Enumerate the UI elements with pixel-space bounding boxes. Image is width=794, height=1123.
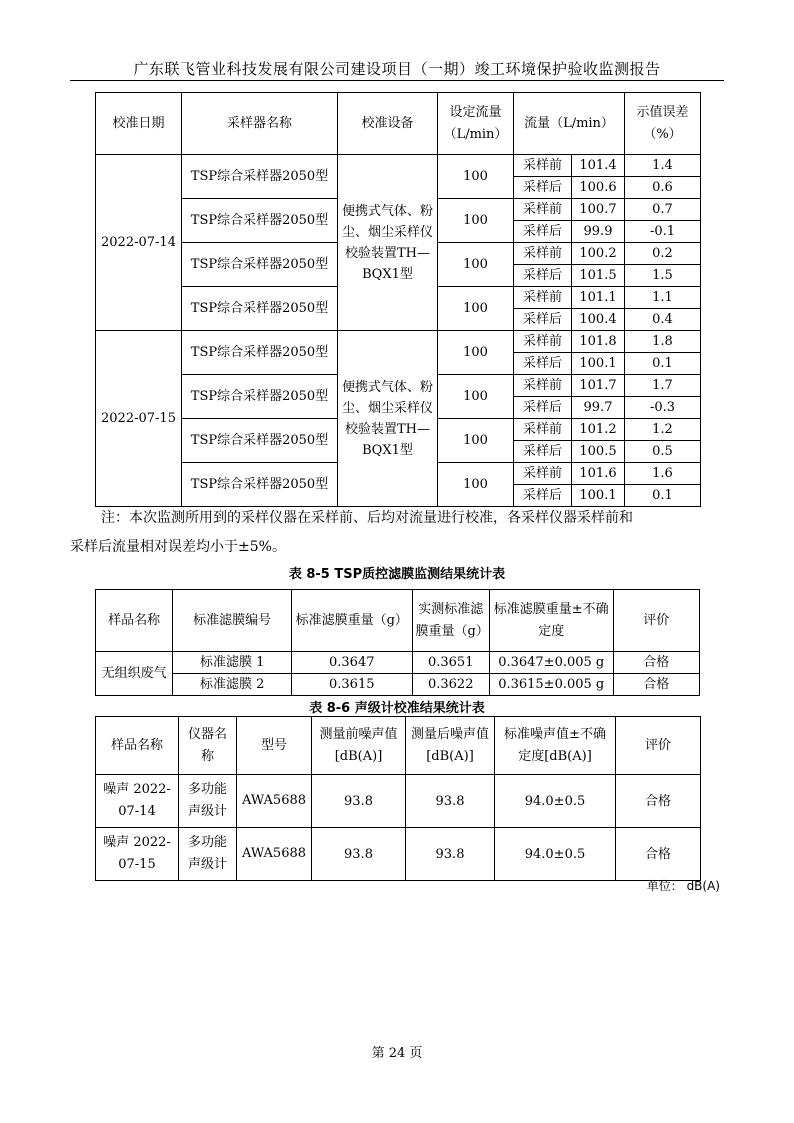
after-label: 采样后: [514, 265, 572, 287]
table-caption-8-6: 表 8-6 声级计校准结果统计表: [309, 701, 485, 716]
table-row: [96, 155, 701, 177]
before-label: 采样前: [514, 287, 572, 309]
table-row: [96, 331, 701, 353]
flow-value: 101.1: [572, 287, 625, 309]
error-value: 0.7: [625, 199, 701, 221]
before-label: 采样前: [514, 243, 572, 265]
sampler-name: TSP综合采样器2050型: [182, 331, 338, 375]
unit-label: 单位： dB(A): [646, 879, 720, 893]
col-header-before-noise: 测量前噪声值[dB(A)]: [312, 717, 406, 775]
page-number: 第 24 页: [371, 1046, 423, 1061]
set-flow: 100: [438, 463, 514, 507]
after-label: 采样后: [514, 221, 572, 243]
error-value: 1.5: [625, 265, 701, 287]
filter-id: 标准滤膜 2: [173, 674, 292, 696]
model: AWA5688: [237, 828, 312, 881]
instrument-name: 多功能声级计: [179, 775, 237, 828]
error-value: 1.2: [625, 419, 701, 441]
before-label: 采样前: [514, 331, 572, 353]
col-header-std-noise: 标准噪声值±不确定度[dB(A)]: [495, 717, 616, 775]
after-label: 采样后: [514, 397, 572, 419]
error-value: 0.6: [625, 177, 701, 199]
col-header-sampler: 采样器名称: [182, 93, 338, 155]
error-value: 1.1: [625, 287, 701, 309]
before-label: 采样前: [514, 375, 572, 397]
flow-value: 100.1: [572, 353, 625, 375]
after-label: 采样后: [514, 441, 572, 463]
error-value: -0.3: [625, 397, 701, 419]
table-row: [96, 674, 700, 696]
set-flow: 100: [438, 155, 514, 199]
set-flow: 100: [438, 331, 514, 375]
set-flow: 100: [438, 243, 514, 287]
col-header-sample: 样品名称: [96, 590, 173, 652]
flow-value: 100.5: [572, 441, 625, 463]
error-value: -0.1: [625, 221, 701, 243]
evaluation: 合格: [613, 674, 699, 696]
col-header-sample: 样品名称: [96, 717, 179, 775]
before-label: 采样前: [514, 199, 572, 221]
filter-qc-table: [95, 589, 700, 696]
col-header-device: 校准设备: [338, 93, 438, 155]
col-header-date: 校准日期: [96, 93, 182, 155]
std-weight: 0.3615: [291, 674, 412, 696]
weight-range: 0.3647±0.005 g: [489, 652, 613, 674]
error-value: 0.2: [625, 243, 701, 265]
error-value: 1.4: [625, 155, 701, 177]
calibration-device: 便携式气体、粉尘、烟尘采样仪校验装置TH—BQX1型: [338, 155, 438, 331]
flow-value: 101.7: [572, 375, 625, 397]
error-value: 0.4: [625, 309, 701, 331]
flow-value: 101.2: [572, 419, 625, 441]
evaluation: 合格: [616, 828, 701, 881]
after-label: 采样后: [514, 485, 572, 507]
flow-value: 100.6: [572, 177, 625, 199]
instrument-name: 多功能声级计: [179, 828, 237, 881]
evaluation: 合格: [613, 652, 699, 674]
note-paragraph: [70, 504, 724, 562]
measured-weight: 0.3651: [412, 652, 489, 674]
flow-value: 99.9: [572, 221, 625, 243]
col-header-weight-range: 标准滤膜重量±不确定度: [489, 590, 613, 652]
sound-meter-calibration-table: [95, 716, 701, 881]
sample-name: 噪声 2022-07-14: [96, 775, 179, 828]
note-line-2: 采样后流量相对误差均小于±5%。: [70, 539, 286, 555]
col-header-evaluation: 评价: [613, 590, 699, 652]
error-value: 0.1: [625, 353, 701, 375]
flow-value: 101.4: [572, 155, 625, 177]
after-label: 采样后: [514, 177, 572, 199]
note-line-1: 注：本次监测所用到的采样仪器在采样前、后均对流量进行校准，各采样仪器采样前和: [101, 510, 633, 526]
after-label: 采样后: [514, 309, 572, 331]
flow-value: 100.1: [572, 485, 625, 507]
col-header-measured-weight: 实测标准滤膜重量（g）: [412, 590, 489, 652]
error-value: 1.7: [625, 375, 701, 397]
before-label: 采样前: [514, 155, 572, 177]
after-label: 采样后: [514, 353, 572, 375]
flow-value: 99.7: [572, 397, 625, 419]
set-flow: 100: [438, 419, 514, 463]
before-label: 采样前: [514, 419, 572, 441]
flow-value: 101.5: [572, 265, 625, 287]
std-weight: 0.3647: [291, 652, 412, 674]
after-noise: 93.8: [406, 828, 495, 881]
std-noise: 94.0±0.5: [495, 775, 616, 828]
report-header: 广东联飞管业科技发展有限公司建设项目（一期）竣工环境保护验收监测报告: [133, 60, 661, 78]
std-noise: 94.0±0.5: [495, 828, 616, 881]
sample-name: 噪声 2022-07-15: [96, 828, 179, 881]
error-value: 1.6: [625, 463, 701, 485]
col-header-std-weight: 标准滤膜重量（g）: [291, 590, 412, 652]
weight-range: 0.3615±0.005 g: [489, 674, 613, 696]
col-header-error: 示值误差（%）: [625, 93, 701, 155]
set-flow: 100: [438, 199, 514, 243]
table-row: [96, 828, 701, 881]
calibration-device: 便携式气体、粉尘、烟尘采样仪校验装置TH—BQX1型: [338, 331, 438, 507]
sampler-name: TSP综合采样器2050型: [182, 419, 338, 463]
col-header-after-noise: 测量后噪声值[dB(A)]: [406, 717, 495, 775]
flow-value: 100.2: [572, 243, 625, 265]
sampler-name: TSP综合采样器2050型: [182, 199, 338, 243]
flow-value: 101.8: [572, 331, 625, 353]
calibration-date: 2022-07-15: [96, 331, 182, 507]
before-noise: 93.8: [312, 775, 406, 828]
filter-id: 标准滤膜 1: [173, 652, 292, 674]
model: AWA5688: [237, 775, 312, 828]
col-header-flow: 流量（L/min）: [514, 93, 625, 155]
sampler-name: TSP综合采样器2050型: [182, 287, 338, 331]
col-header-filter-id: 标准滤膜编号: [173, 590, 292, 652]
col-header-evaluation: 评价: [616, 717, 701, 775]
calibration-date: 2022-07-14: [96, 155, 182, 331]
error-value: 0.1: [625, 485, 701, 507]
table-caption-8-5: 表 8-5 TSP质控滤膜监测结果统计表: [288, 567, 506, 582]
before-label: 采样前: [514, 463, 572, 485]
flow-value: 100.7: [572, 199, 625, 221]
error-value: 0.5: [625, 441, 701, 463]
table-row: [96, 652, 700, 674]
error-value: 1.8: [625, 331, 701, 353]
flow-value: 101.6: [572, 463, 625, 485]
sampler-name: TSP综合采样器2050型: [182, 155, 338, 199]
before-noise: 93.8: [312, 828, 406, 881]
col-header-model: 型号: [237, 717, 312, 775]
measured-weight: 0.3622: [412, 674, 489, 696]
sampler-name: TSP综合采样器2050型: [182, 243, 338, 287]
table-row: [96, 775, 701, 828]
sampler-name: TSP综合采样器2050型: [182, 463, 338, 507]
evaluation: 合格: [616, 775, 701, 828]
set-flow: 100: [438, 375, 514, 419]
flow-value: 100.4: [572, 309, 625, 331]
col-header-set-flow: 设定流量（L/min）: [438, 93, 514, 155]
sampler-name: TSP综合采样器2050型: [182, 375, 338, 419]
flow-calibration-table: [95, 92, 701, 507]
col-header-instrument: 仪器名称: [179, 717, 237, 775]
after-noise: 93.8: [406, 775, 495, 828]
sample-name: 无组织废气: [96, 652, 173, 696]
set-flow: 100: [438, 287, 514, 331]
header-rule: [70, 80, 724, 81]
